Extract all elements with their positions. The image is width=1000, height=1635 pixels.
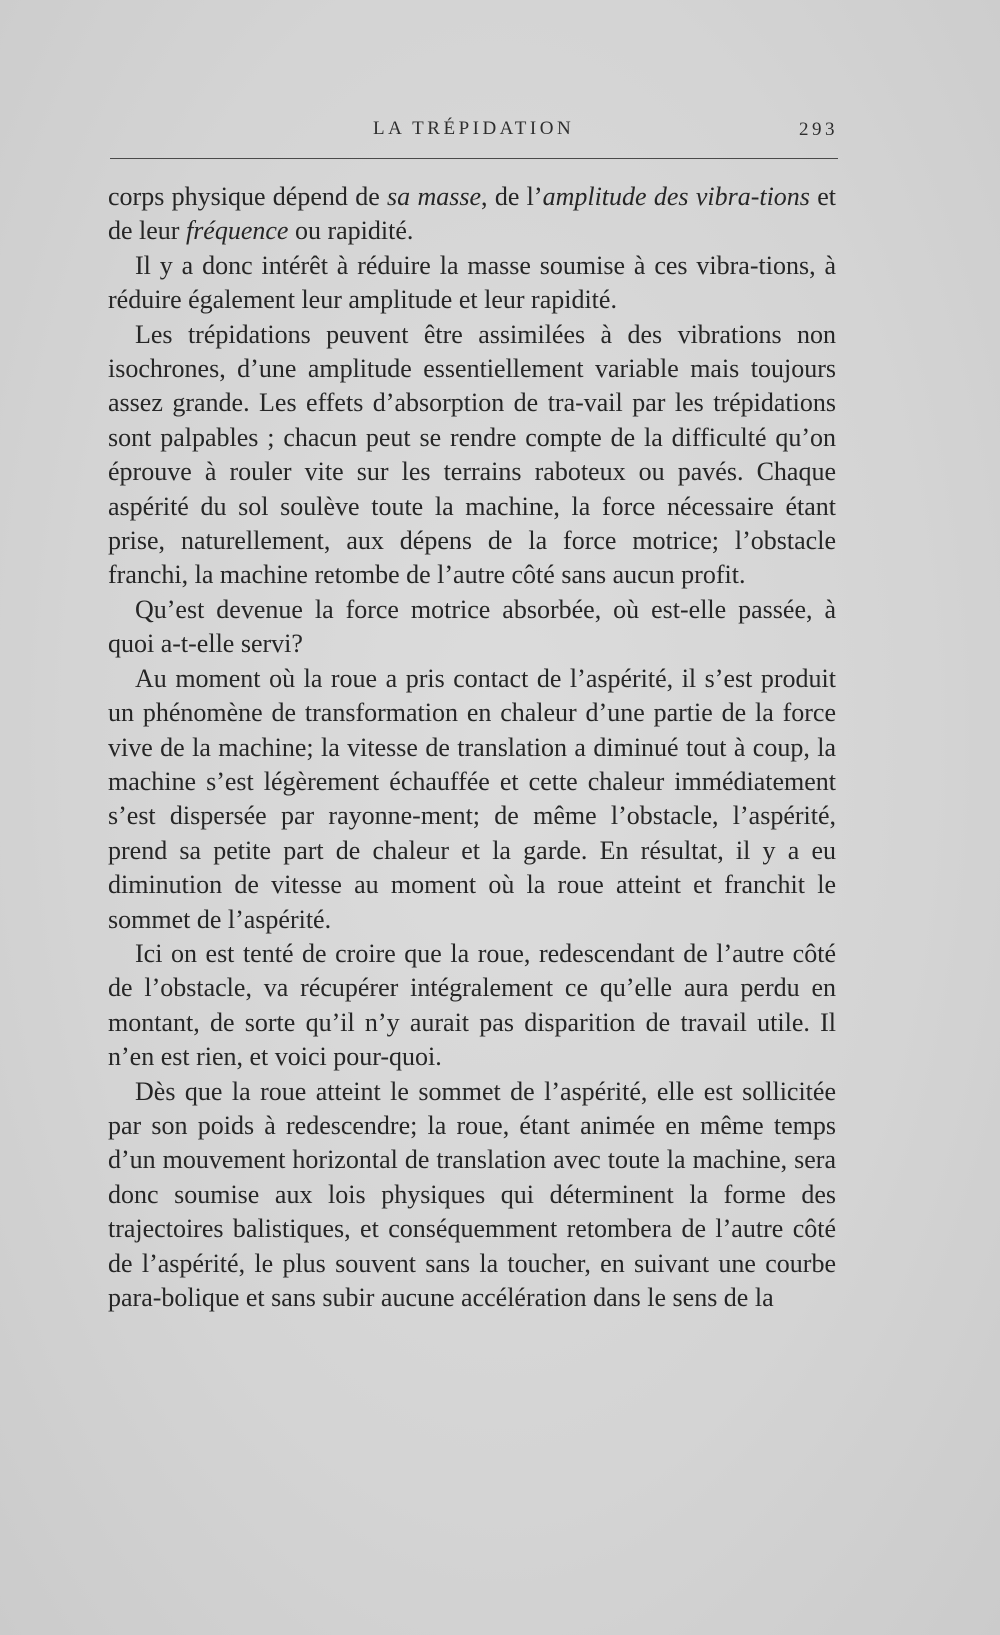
header-rule (110, 158, 838, 159)
running-head (110, 118, 838, 148)
text-run: Ici on est tenté de croire que la roue, redescendant de l’autre côté de l’obstacle, va récupérer intégralement ce qu’elle aura perdu en montant, de sorte qu’il n’y aurait pas disparition de travail utile. Il n’en est rien, et voici pour-quoi. (108, 938, 836, 1072)
paragraph (108, 662, 836, 937)
paragraph (108, 593, 836, 662)
text-run: ou rapidité. (288, 216, 414, 246)
body-text (108, 180, 836, 1315)
paragraph (108, 937, 836, 1075)
paragraph (108, 180, 836, 249)
paragraph (108, 249, 836, 318)
text-run: et de leur (108, 182, 837, 246)
page-number: 293 (799, 119, 838, 140)
text-run: Qu’est devenue la force motrice absorbée, où est-elle passée, à quoi a-t-elle servi? (108, 594, 836, 659)
paragraph (108, 1075, 836, 1316)
text-run: corps physique dépend de (108, 182, 388, 211)
italic-text: sa masse (387, 182, 482, 211)
text-run: , de l’ (481, 182, 543, 211)
paragraph (108, 318, 836, 593)
italic-text: amplitude des vibra-tions (542, 182, 810, 211)
text-run: Au moment où la roue a pris contact de l’aspérité, il s’est produit un phénomène de transformation en chaleur d’une partie de la force vive de la machine; la vitesse de translation a diminué tout à coup, la machine s’est légèrement échauffée et cette chaleur immédiatement s’est dispersée par rayonne-ment; de même l’obstacle, l’aspérité, prend sa petite part de chaleur et la garde. En résultat, il y a eu diminution de vitesse au moment où la roue atteint et franchit le sommet de l’aspérité. (108, 663, 836, 934)
running-title: LA TRÉPIDATION (373, 118, 575, 139)
italic-text: fréquence (185, 216, 289, 246)
text-run: Dès que la roue atteint le sommet de l’aspérité, elle est sollicitée par son poids à redescendre; la roue, étant animée en même temps d’un mouvement horizontal de translation avec toute la machine, sera donc soumise aux lois physiques qui déterminent la forme des trajectoires balistiques, et conséquemment retombera de l’autre côté de l’aspérité, le plus souvent sans la toucher, en suivant une courbe para-bolique et sans subir aucune accélération dans le sens de la (108, 1076, 836, 1312)
text-run: Les trépidations peuvent être assimilées à des vibrations non isochrones, d’une amplitude essentiellement variable mais toujours assez grande. Les effets d’absorption de tra-vail par les trépidations sont palpables ; chacun peut se rendre compte de la difficulté qu’on éprouve à rouler vite sur les terrains raboteux ou pavés. Chaque aspérité du sol soulève toute la machine, la force nécessaire étant prise, naturellement, aux dépens de la force motrice; l’obstacle franchi, la machine retombe de l’autre côté sans aucun profit. (108, 319, 836, 590)
text-run: Il y a donc intérêt à réduire la masse soumise à ces vibra-tions, à réduire également leur amplitude et leur rapidité. (108, 250, 836, 315)
